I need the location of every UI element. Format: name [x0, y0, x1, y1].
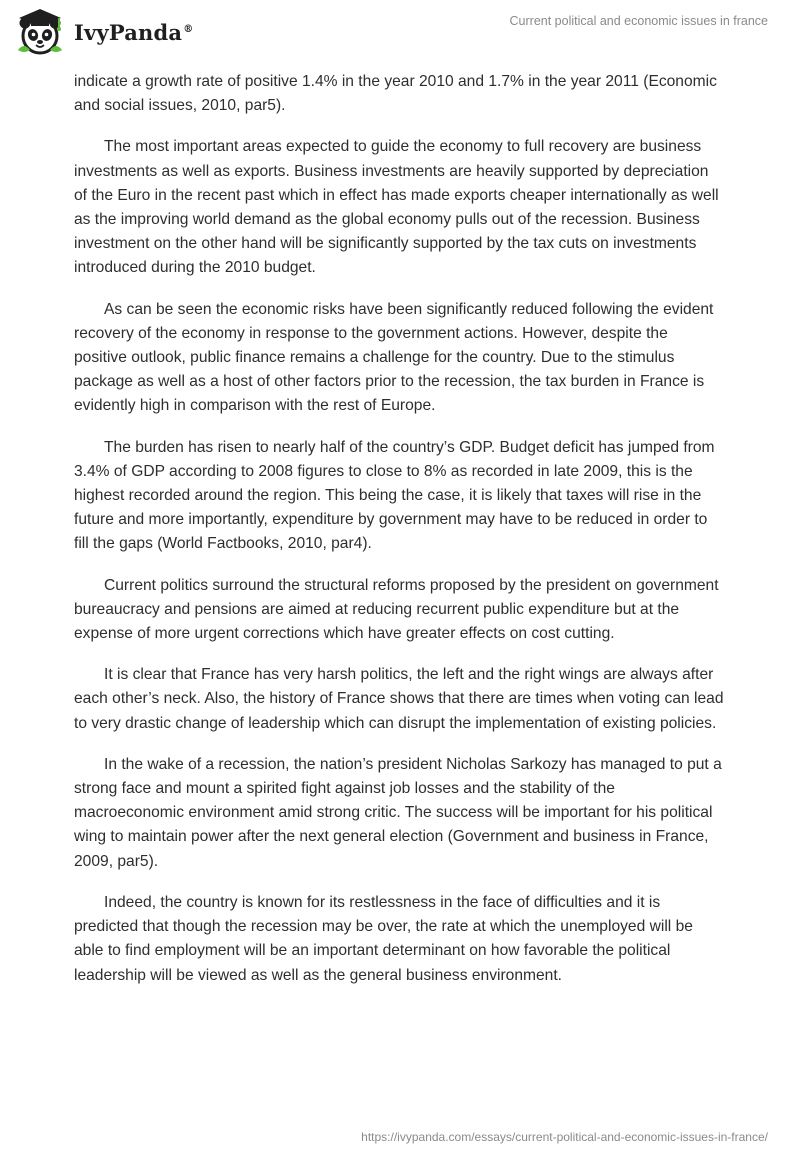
paragraph: The burden has risen to nearly half of the country’s GDP. Budget deficit has jumped from 3.4% of GDP according to 2008 figures to close to 8% as recorded in late 2009, this is the highest recorded around the region. This being the case, it is likely that taxes will rise in the future and more importantly, expenditure by government may have to be reduced in order to fill the gaps (World Factbooks, 2010, par4).: [74, 438, 715, 553]
brand-name-text: IvyPanda: [74, 19, 183, 45]
document-title: Current political and economic issues in france: [509, 14, 768, 28]
paragraph: Indeed, the country is known for its restlessness in the face of difficulties and it is predicted that though the recession may be over, the rate at which the unemployed will be able to find employment will be an important determinant on how favorable the political leadership will be viewed as well as the general business environment.: [74, 893, 693, 984]
brand-registered-mark: ®: [183, 23, 194, 35]
source-url-link[interactable]: https://ivypanda.com/essays/current-political-and-economic-issues-in-france/: [361, 1130, 768, 1144]
paragraph: The most important areas expected to guide the economy to full recovery are business investments as well as exports. Business investments are heavily supported by depreciation of the Euro in the recent past which in effect has made exports cheaper internationally as well as the improving world demand as the global economy pulls out of the recession. Business investment on the other hand will be significantly supported by the tax cuts on investments introduced during the 2010 budget.: [74, 138, 719, 277]
paragraph: In the wake of a recession, the nation’s president Nicholas Sarkozy has managed to put a strong face and mount a spirited fight against job losses and the stability of the macroeconomic environment amid strong critic. The success will be important for his political wing to maintain power after the next general election (Government and business in France, 2009, par5).: [74, 755, 722, 870]
panda-graduate-icon: [14, 6, 66, 58]
paragraph: indicate a growth rate of positive 1.4% in the year 2010 and 1.7% in the year 2011 (Economic and social issues, 2010, par5).: [74, 73, 717, 115]
paragraph: As can be seen the economic risks have been significantly reduced following the evident recovery of the economy in response to the government actions. However, despite the positive outlook, public finance remains a challenge for the country. Due to the stimulus package as well as a host of other factors prior to the recession, the tax burden in France is evidently high in comparison with the rest of Europe.: [74, 300, 714, 415]
paragraph: Current politics surround the structural reforms proposed by the president on government bureaucracy and pensions are aimed at reducing recurrent public expenditure but at the expense of more urgent corrections which have greater effects on cost cutting.: [74, 576, 719, 643]
essay-body: [74, 70, 724, 1005]
page-header: [0, 0, 800, 64]
brand-logo[interactable]: [14, 6, 193, 58]
paragraph: It is clear that France has very harsh politics, the left and the right wings are always after each other’s neck. Also, the history of France shows that there are times when voting can lead to very drastic change of leadership which can disrupt the implementation of existing policies.: [74, 666, 724, 732]
brand-name: [74, 20, 193, 45]
